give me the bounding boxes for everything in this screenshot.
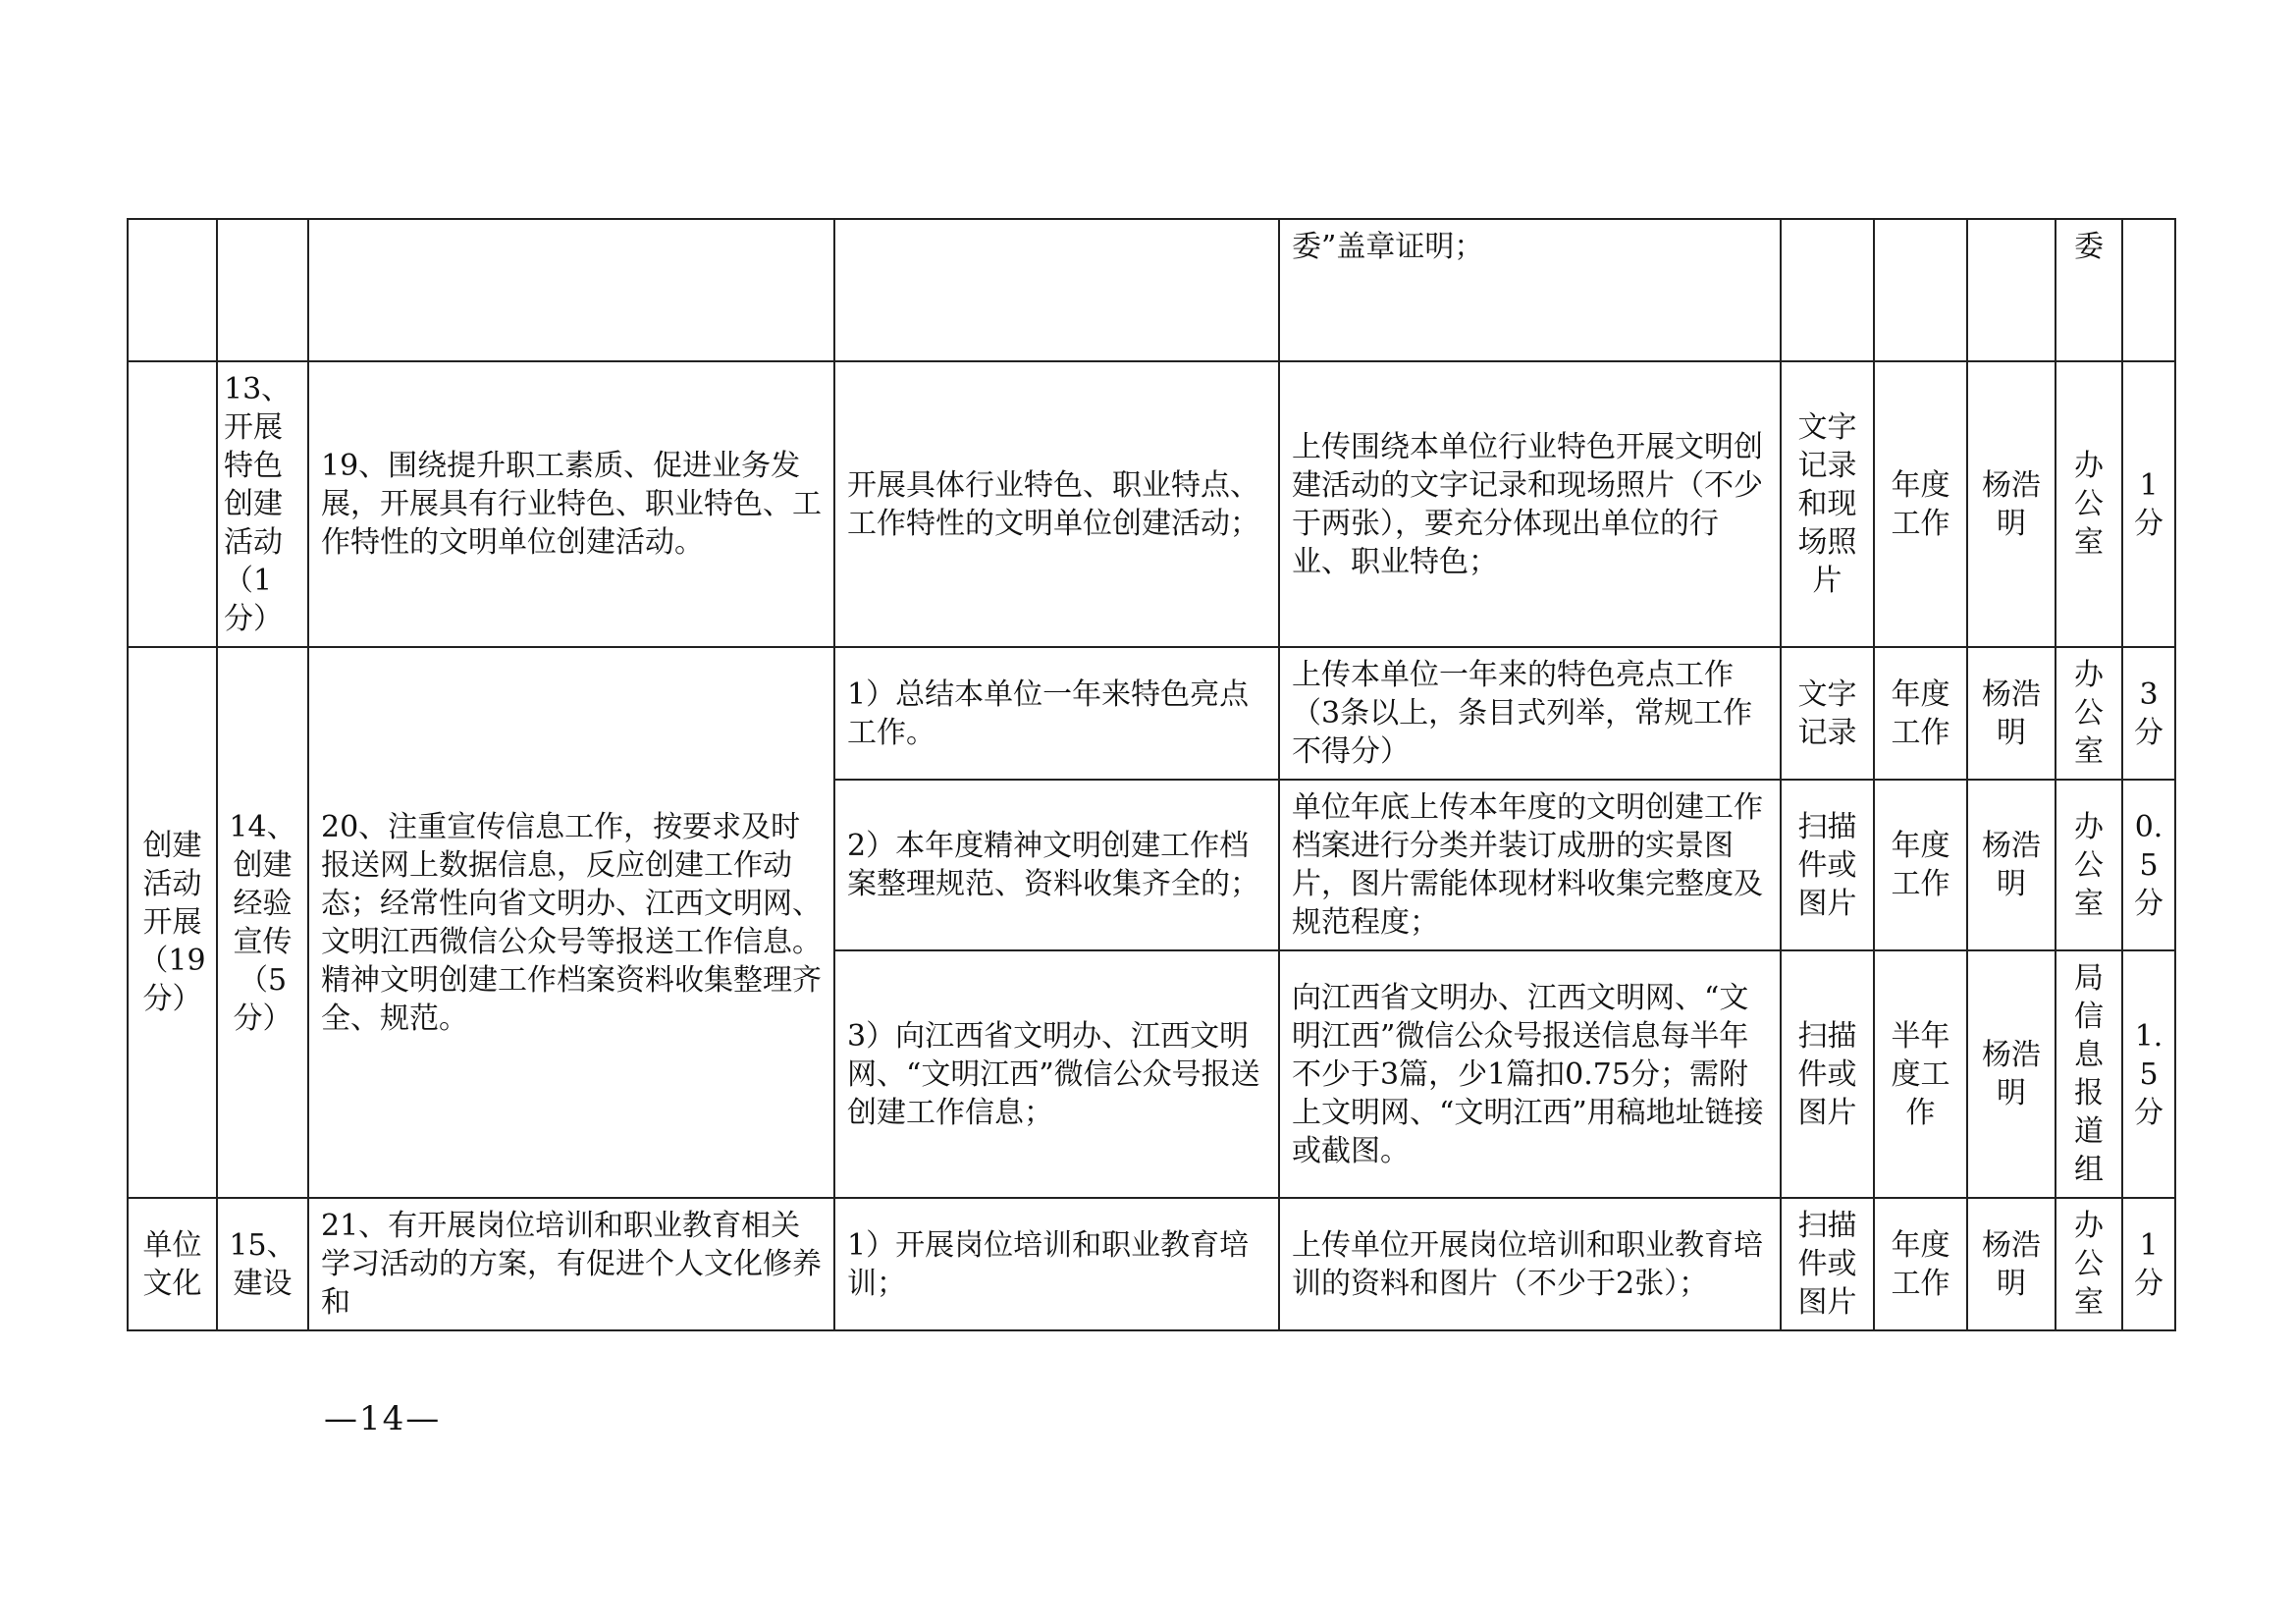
category-cell: 单位 文化 xyxy=(128,1198,217,1330)
person-cell: 杨浩 明 xyxy=(1967,647,2056,780)
requirement-cell: 委”盖章证明； xyxy=(1279,219,1781,361)
standard-cell: 19、围绕提升职工素质、促进业务发展，开展具有行业特色、职业特色、工作特性的文明单位创建活动。 xyxy=(308,361,834,647)
material-type-cell: 文字 记录 xyxy=(1781,647,1874,780)
item-cell xyxy=(217,219,308,361)
period-cell: 年度 工作 xyxy=(1874,647,1967,780)
person-cell: 杨浩 明 xyxy=(1967,950,2056,1198)
department-cell: 办 公 室 xyxy=(2056,1198,2122,1330)
requirement-cell: 单位年底上传本年度的文明创建工作档案进行分类并装订成册的实景图片，图片需能体现材料收集完整度及规范程度； xyxy=(1279,780,1781,950)
page-number: —14— xyxy=(324,1399,442,1438)
material-type-cell xyxy=(1781,219,1874,361)
person-cell: 杨浩 明 xyxy=(1967,361,2056,647)
department-cell: 办 公 室 xyxy=(2056,780,2122,950)
standard-cell: 20、注重宣传信息工作，按要求及时报送网上数据信息，反应创建工作动态；经常性向省文明办、江西文明网、文明江西微信公众号等报送工作信息。精神文明创建工作档案资料收集整理齐全、规范。 xyxy=(308,647,834,1198)
person-cell: 杨浩 明 xyxy=(1967,1198,2056,1330)
item-cell: 13、 开展 特色 创建 活动 （1 分） xyxy=(217,361,308,647)
content-cell xyxy=(834,219,1279,361)
material-type-cell: 扫描 件或 图片 xyxy=(1781,1198,1874,1330)
period-cell: 年度 工作 xyxy=(1874,361,1967,647)
table-row xyxy=(128,1198,2175,1330)
department-cell: 办 公 室 xyxy=(2056,647,2122,780)
table-row xyxy=(128,361,2175,647)
person-cell xyxy=(1967,219,2056,361)
content-cell: 2）本年度精神文明创建工作档案整理规范、资料收集齐全的； xyxy=(834,780,1279,950)
table-row xyxy=(128,219,2175,361)
department-cell: 局 信 息 报 道 组 xyxy=(2056,950,2122,1198)
requirement-cell: 上传围绕本单位行业特色开展文明创建活动的文字记录和现场照片（不少于两张），要充分体现出单位的行业、职业特色； xyxy=(1279,361,1781,647)
department-cell: 办 公 室 xyxy=(2056,361,2122,647)
table-row xyxy=(128,647,2175,780)
evaluation-table xyxy=(127,218,2176,1331)
category-cell: 创建 活动 开展 （19 分） xyxy=(128,647,217,1198)
requirement-cell: 上传单位开展岗位培训和职业教育培训的资料和图片（不少于2张）； xyxy=(1279,1198,1781,1330)
content-cell: 1）开展岗位培训和职业教育培训； xyxy=(834,1198,1279,1330)
item-cell: 14、 创建 经验 宣传 （5 分） xyxy=(217,647,308,1198)
standard-cell: 21、有开展岗位培训和职业教育相关学习活动的方案，有促进个人文化修养和 xyxy=(308,1198,834,1330)
score-cell xyxy=(2122,219,2175,361)
content-cell: 开展具体行业特色、职业特点、工作特性的文明单位创建活动； xyxy=(834,361,1279,647)
score-cell: 1 分 xyxy=(2122,1198,2175,1330)
score-cell: 3 分 xyxy=(2122,647,2175,780)
material-type-cell: 扫描 件或 图片 xyxy=(1781,780,1874,950)
period-cell xyxy=(1874,219,1967,361)
requirement-cell: 向江西省文明办、江西文明网、“文明江西”微信公众号报送信息每半年不少于3篇，少1篇扣0.75分；需附上文明网、“文明江西”用稿地址链接或截图。 xyxy=(1279,950,1781,1198)
material-type-cell: 扫描 件或 图片 xyxy=(1781,950,1874,1198)
category-cell xyxy=(128,361,217,647)
person-cell: 杨浩 明 xyxy=(1967,780,2056,950)
period-cell: 半年 度工 作 xyxy=(1874,950,1967,1198)
score-cell: 1 分 xyxy=(2122,361,2175,647)
department-cell: 委 xyxy=(2056,219,2122,361)
standard-cell xyxy=(308,219,834,361)
score-cell: 0. 5 分 xyxy=(2122,780,2175,950)
item-cell: 15、 建设 xyxy=(217,1198,308,1330)
content-cell: 3）向江西省文明办、江西文明网、“文明江西”微信公众号报送创建工作信息； xyxy=(834,950,1279,1198)
category-cell xyxy=(128,219,217,361)
content-cell: 1）总结本单位一年来特色亮点工作。 xyxy=(834,647,1279,780)
material-type-cell: 文字 记录 和现 场照 片 xyxy=(1781,361,1874,647)
score-cell: 1. 5 分 xyxy=(2122,950,2175,1198)
requirement-cell: 上传本单位一年来的特色亮点工作（3条以上，条目式列举，常规工作不得分） xyxy=(1279,647,1781,780)
period-cell: 年度 工作 xyxy=(1874,780,1967,950)
period-cell: 年度 工作 xyxy=(1874,1198,1967,1330)
